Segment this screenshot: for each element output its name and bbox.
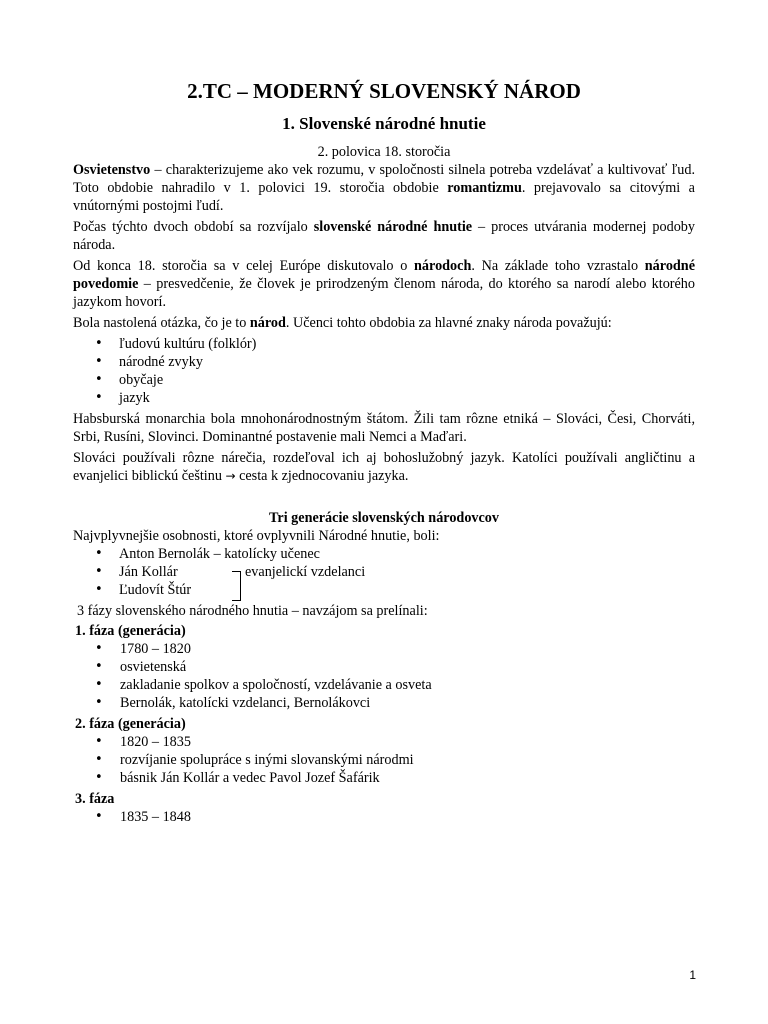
list-item: • národné zvyky: [73, 353, 695, 371]
list-item: • Ľudovít Štúr: [73, 581, 695, 599]
list-item: • 1780 – 1820: [73, 640, 695, 658]
period-line: 2. polovica 18. storočia: [317, 144, 451, 160]
paragraph-question: Bola nastolená otázka, čo je to národ. Učenci tohto obdobia za hlavné znaky národa považujú:: [73, 315, 612, 331]
list-item: • osvietenská: [73, 658, 695, 676]
phase-title: 1. fáza (generácia): [75, 623, 186, 639]
phases-intro: 3 fázy slovenského národného hnutia – navzájom sa prelínali:: [77, 603, 428, 619]
section-heading: 1. Slovenské národné hnutie: [282, 114, 486, 133]
list-item: • Ján Kollár evanjelickí vzdelanci: [73, 563, 695, 581]
paragraph-enlightenment: Osvietenstvo – charakterizujeme ako vek rozumu, v spoločnosti silnela potreba vzdelávať a kultivovať ľud. Toto obdobie nahradilo v 1. polovici 19. storočia obdobie romantizmu. prejavovalo sa citovými a vnútornými postojmi ľudí.: [73, 162, 695, 214]
paragraph-monarchy: Habsburská monarchia bola mnohonárodnostným štátom. Žili tam rôzne etniká – Slováci, Česi, Chorváti, Srbi, Rusíni, Slovinci. Dominantné postavenie mali Nemci a Maďari.: [73, 411, 695, 445]
list-item: • jazyk: [73, 389, 695, 407]
list-item: • 1835 – 1848: [73, 808, 695, 826]
document-page: [73, 78, 695, 829]
bracket-mark: [232, 571, 241, 601]
list-item: • Anton Bernolák – katolícky učenec: [73, 545, 695, 563]
list-item: • obyčaje: [73, 371, 695, 389]
arrow-icon: →: [225, 469, 236, 483]
paragraph-nations: Od konca 18. storočia sa v celej Európe diskutovalo o národoch. Na základe toho vzrastalo národné povedomie – presvedčenie, že človek je prirodzeným členom národa, do ktorého sa narodí alebo ktorého jazykom hovorí.: [73, 258, 695, 310]
list-item: • rozvíjanie spolupráce s inými slovanskými národmi: [73, 751, 695, 769]
nation-signs-list: [73, 335, 695, 407]
phase-title: 3. fáza: [75, 791, 115, 807]
subsection-heading: Tri generácie slovenských národovcov: [268, 510, 499, 526]
list-item: • Bernolák, katolícki vzdelanci, Bernolákovci: [73, 694, 695, 712]
people-list: [73, 545, 695, 599]
bracket-label: evanjelickí vzdelanci: [245, 564, 366, 580]
phase-1-list: [73, 640, 695, 712]
paragraph-dialects: Slováci používali rôzne nárečia, rozdeľoval ich aj bohoslužobný jazyk. Katolíci používali angličtinu a evanjelici biblickú češtinu → cesta k zjednocovaniu jazyka.: [73, 450, 695, 484]
page-number: 1: [689, 968, 696, 982]
list-item: • zakladanie spolkov a spoločností, vzdelávanie a osveta: [73, 676, 695, 694]
intro-line: Najvplyvnejšie osobnosti, ktoré ovplyvnili Národné hnutie, boli:: [73, 528, 440, 544]
page-title: 2.TC – MODERNÝ SLOVENSKÝ NÁROD: [187, 79, 581, 103]
phase-title: 2. fáza (generácia): [75, 716, 186, 732]
list-item: • 1820 – 1835: [73, 733, 695, 751]
phase-3-list: [73, 808, 695, 826]
phase-2-list: [73, 733, 695, 787]
list-item: • ľudovú kultúru (folklór): [73, 335, 695, 353]
paragraph-national-movement: Počas týchto dvoch období sa rozvíjalo slovenské národné hnutie – proces utvárania modernej podoby národa.: [73, 219, 695, 253]
list-item: • básnik Ján Kollár a vedec Pavol Jozef Šafárik: [73, 769, 695, 787]
